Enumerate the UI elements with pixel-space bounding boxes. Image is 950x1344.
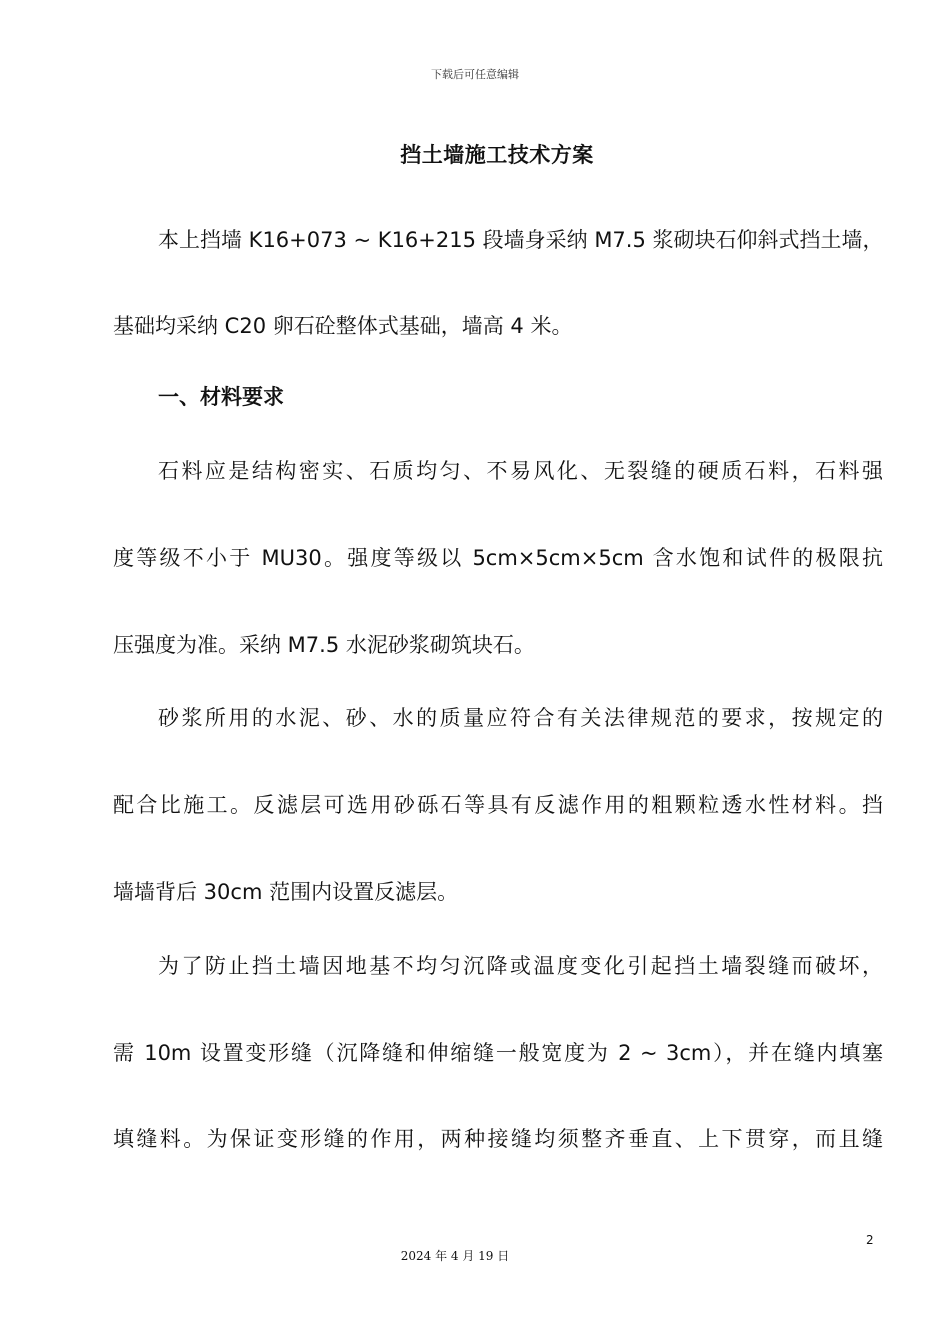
paragraph-line: 石料应是结构密实、石质均匀、不易风化、无裂缝的硬质石料，石料强	[158, 459, 883, 483]
paragraph-line: 填缝料。为保证变形缝的作用，两种接缝均须整齐垂直、上下贯穿，而且缝	[113, 1127, 883, 1151]
paragraph-line: 度等级不小于 MU30。强度等级以 5cm×5cm×5cm 含水饱和试件的极限抗	[113, 546, 883, 570]
paragraph-line: 需 10m 设置变形缝（沉降缝和伸缩缝一般宽度为 2 ~ 3cm），并在缝内填塞	[113, 1041, 883, 1065]
page-number: 2	[866, 1233, 874, 1247]
paragraph-line: 为了防止挡土墙因地基不均匀沉降或温度变化引起挡土墙裂缝而破坏，	[158, 954, 883, 978]
paragraph-line: 压强度为准。采纳 M7.5 水泥砂浆砌筑块石。	[113, 633, 535, 657]
paragraph-line: 砂浆所用的水泥、砂、水的质量应符合有关法律规范的要求，按规定的	[158, 706, 883, 730]
section-heading: 一、材料要求	[158, 385, 284, 409]
document-title: 挡土墙施工技术方案	[400, 143, 594, 167]
paragraph-line: 配合比施工。反滤层可选用砂砾石等具有反滤作用的粗颗粒透水性材料。挡	[113, 793, 883, 817]
paragraph-line: 本上挡墙 K16+073 ~ K16+215 段墙身采纳 M7.5 浆砌块石仰斜式挡土墙，	[158, 228, 884, 252]
paragraph-line: 墙墙背后 30cm 范围内设置反滤层。	[113, 880, 459, 904]
header-note: 下载后可任意编辑	[431, 68, 519, 81]
paragraph-line: 基础均采纳 C20 卵石砼整体式基础，墙高 4 米。	[113, 314, 573, 338]
footer-date: 2024 年 4 月 19 日	[400, 1249, 510, 1263]
